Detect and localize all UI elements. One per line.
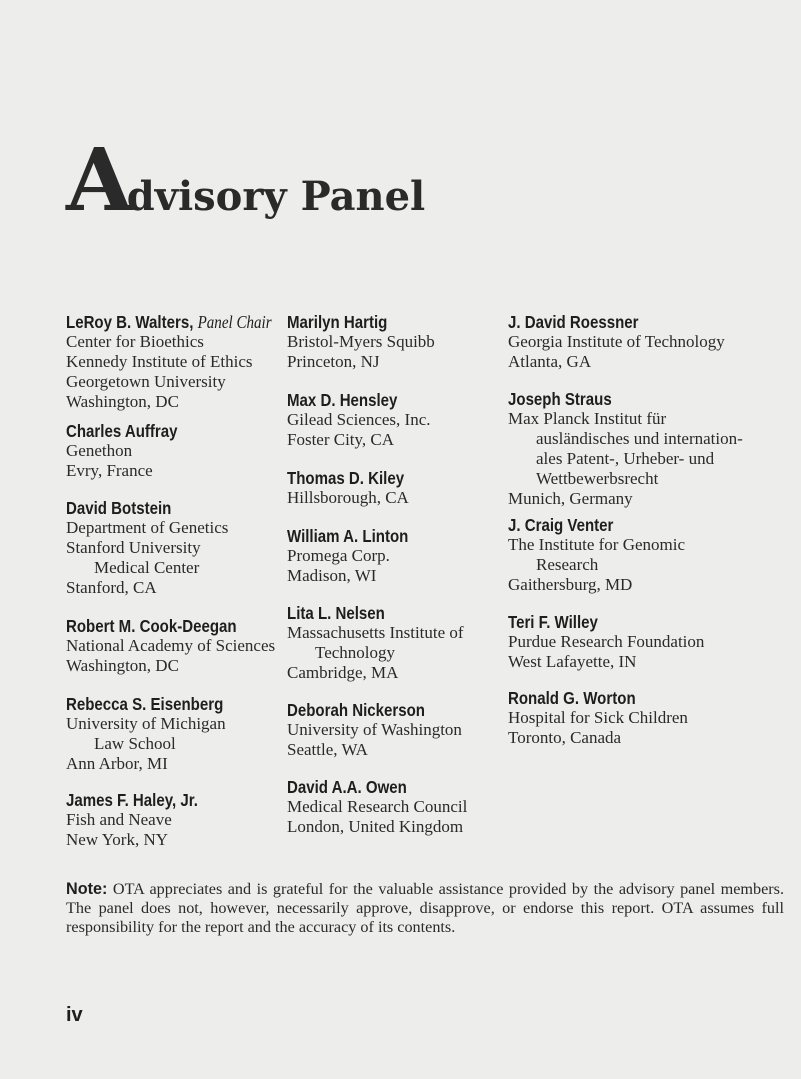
member-line: Munich, Germany <box>508 489 633 508</box>
member-name: J. David Roessner <box>508 312 639 332</box>
member-line: Toronto, Canada <box>508 728 622 747</box>
member-name: Max D. Hensley <box>287 390 398 410</box>
member-name: Robert M. Cook-Deegan <box>66 616 237 636</box>
page-number: iv <box>66 1004 83 1026</box>
member-line: Gilead Sciences, Inc. <box>287 410 431 429</box>
member-line: London, United Kingdom <box>287 817 464 836</box>
member-line: Georgia Institute of Technology <box>508 332 725 351</box>
member-line: Princeton, NJ <box>287 352 380 371</box>
member-name: James F. Haley, Jr. <box>66 790 198 810</box>
member-name: Rebecca S. Eisenberg <box>66 694 224 714</box>
member-name: Teri F. Willey <box>508 612 598 632</box>
panel-member <box>508 312 725 372</box>
panel-member <box>508 688 688 748</box>
member-line: Fish and Neave <box>66 810 172 829</box>
member-name: Charles Auffray <box>66 421 178 441</box>
member-line: Genethon <box>66 441 133 460</box>
panel-member <box>287 603 464 683</box>
member-line: Evry, France <box>66 461 153 480</box>
member-line: Massachusetts Institute of <box>287 623 464 642</box>
panel-member <box>287 526 428 586</box>
member-name: Deborah Nickerson <box>287 700 426 720</box>
member-line: Medical Research Council <box>287 797 468 816</box>
member-line: Center for Bioethics <box>66 332 204 351</box>
member-line: Purdue Research Foundation <box>508 632 705 651</box>
member-name: David A.A. Owen <box>287 777 407 797</box>
panel-member <box>508 389 743 509</box>
panel-member <box>66 312 305 412</box>
panel-member <box>287 390 431 450</box>
member-line: Washington, DC <box>66 392 179 411</box>
member-name: Marilyn Hartig <box>287 312 388 332</box>
member-name: Lita L. Nelsen <box>287 603 385 623</box>
member-role: Panel Chair <box>197 312 272 332</box>
member-line: University of Michigan <box>66 714 226 733</box>
member-line: Ann Arbor, MI <box>66 754 168 773</box>
note-label: Note: <box>66 880 108 898</box>
member-line: Cambridge, MA <box>287 663 399 682</box>
member-line: The Institute for Genomic <box>508 535 686 554</box>
member-line: Hospital for Sick Children <box>508 708 688 727</box>
title-initial: A <box>66 130 133 231</box>
panel-member <box>287 468 423 508</box>
title-rest: dvisory Panel <box>126 173 426 220</box>
member-line: Promega Corp. <box>287 546 390 565</box>
member-line: Hillsborough, CA <box>287 488 409 507</box>
member-line: Gaithersburg, MD <box>508 575 633 594</box>
member-line: New York, NY <box>66 830 169 849</box>
member-line: Wettbewerbsrecht <box>536 469 659 488</box>
member-line: West Lafayette, IN <box>508 652 637 671</box>
panel-member <box>287 312 435 372</box>
member-line: Foster City, CA <box>287 430 395 449</box>
member-line: Madison, WI <box>287 566 377 585</box>
member-line: ales Patent-, Urheber- und <box>536 449 715 468</box>
member-line: Stanford University <box>66 538 201 557</box>
member-line: Bristol-Myers Squibb <box>287 332 435 351</box>
member-line: Law School <box>94 734 176 753</box>
member-line: Max Planck Institut für <box>508 409 667 428</box>
member-line: Medical Center <box>94 558 200 577</box>
member-line: Georgetown University <box>66 372 226 391</box>
panel-member <box>287 777 467 837</box>
page-title <box>66 130 426 231</box>
note-text: OTA appreciates and is grateful for the valuable assistance provided by the advisory panel members. The panel does not, however, necessarily approve, disapprove, or endorse this report. OTA assumes full responsibility for the report and the accuracy of its contents. <box>66 880 785 936</box>
member-line: Research <box>536 555 599 574</box>
member-name: Joseph Straus <box>508 389 612 409</box>
member-line: Stanford, CA <box>66 578 157 597</box>
member-line: National Academy of Sciences <box>66 636 276 655</box>
member-line: Washington, DC <box>66 656 179 675</box>
panel-member <box>508 515 685 595</box>
member-name: William A. Linton <box>287 526 409 546</box>
member-name: Thomas D. Kiley <box>287 468 405 488</box>
member-line: ausländisches und internation- <box>536 429 743 448</box>
disclaimer-note <box>66 880 784 937</box>
member-line: Technology <box>315 643 396 662</box>
panel-member <box>66 421 196 481</box>
member-name: David Botstein <box>66 498 172 518</box>
panel-member <box>508 612 704 672</box>
panel-member <box>66 616 275 676</box>
panel-member <box>287 700 462 760</box>
member-name: LeRoy B. Walters, <box>66 312 194 332</box>
panel-member <box>66 498 228 598</box>
panel-member <box>66 790 219 850</box>
member-line: Department of Genetics <box>66 518 229 537</box>
member-line: University of Washington <box>287 720 462 739</box>
member-line: Atlanta, GA <box>508 352 592 371</box>
member-line: Kennedy Institute of Ethics <box>66 352 253 371</box>
member-name: Ronald G. Worton <box>508 688 636 708</box>
panel-member <box>66 694 249 774</box>
member-name: J. Craig Venter <box>508 515 614 535</box>
member-line: Seattle, WA <box>287 740 368 759</box>
